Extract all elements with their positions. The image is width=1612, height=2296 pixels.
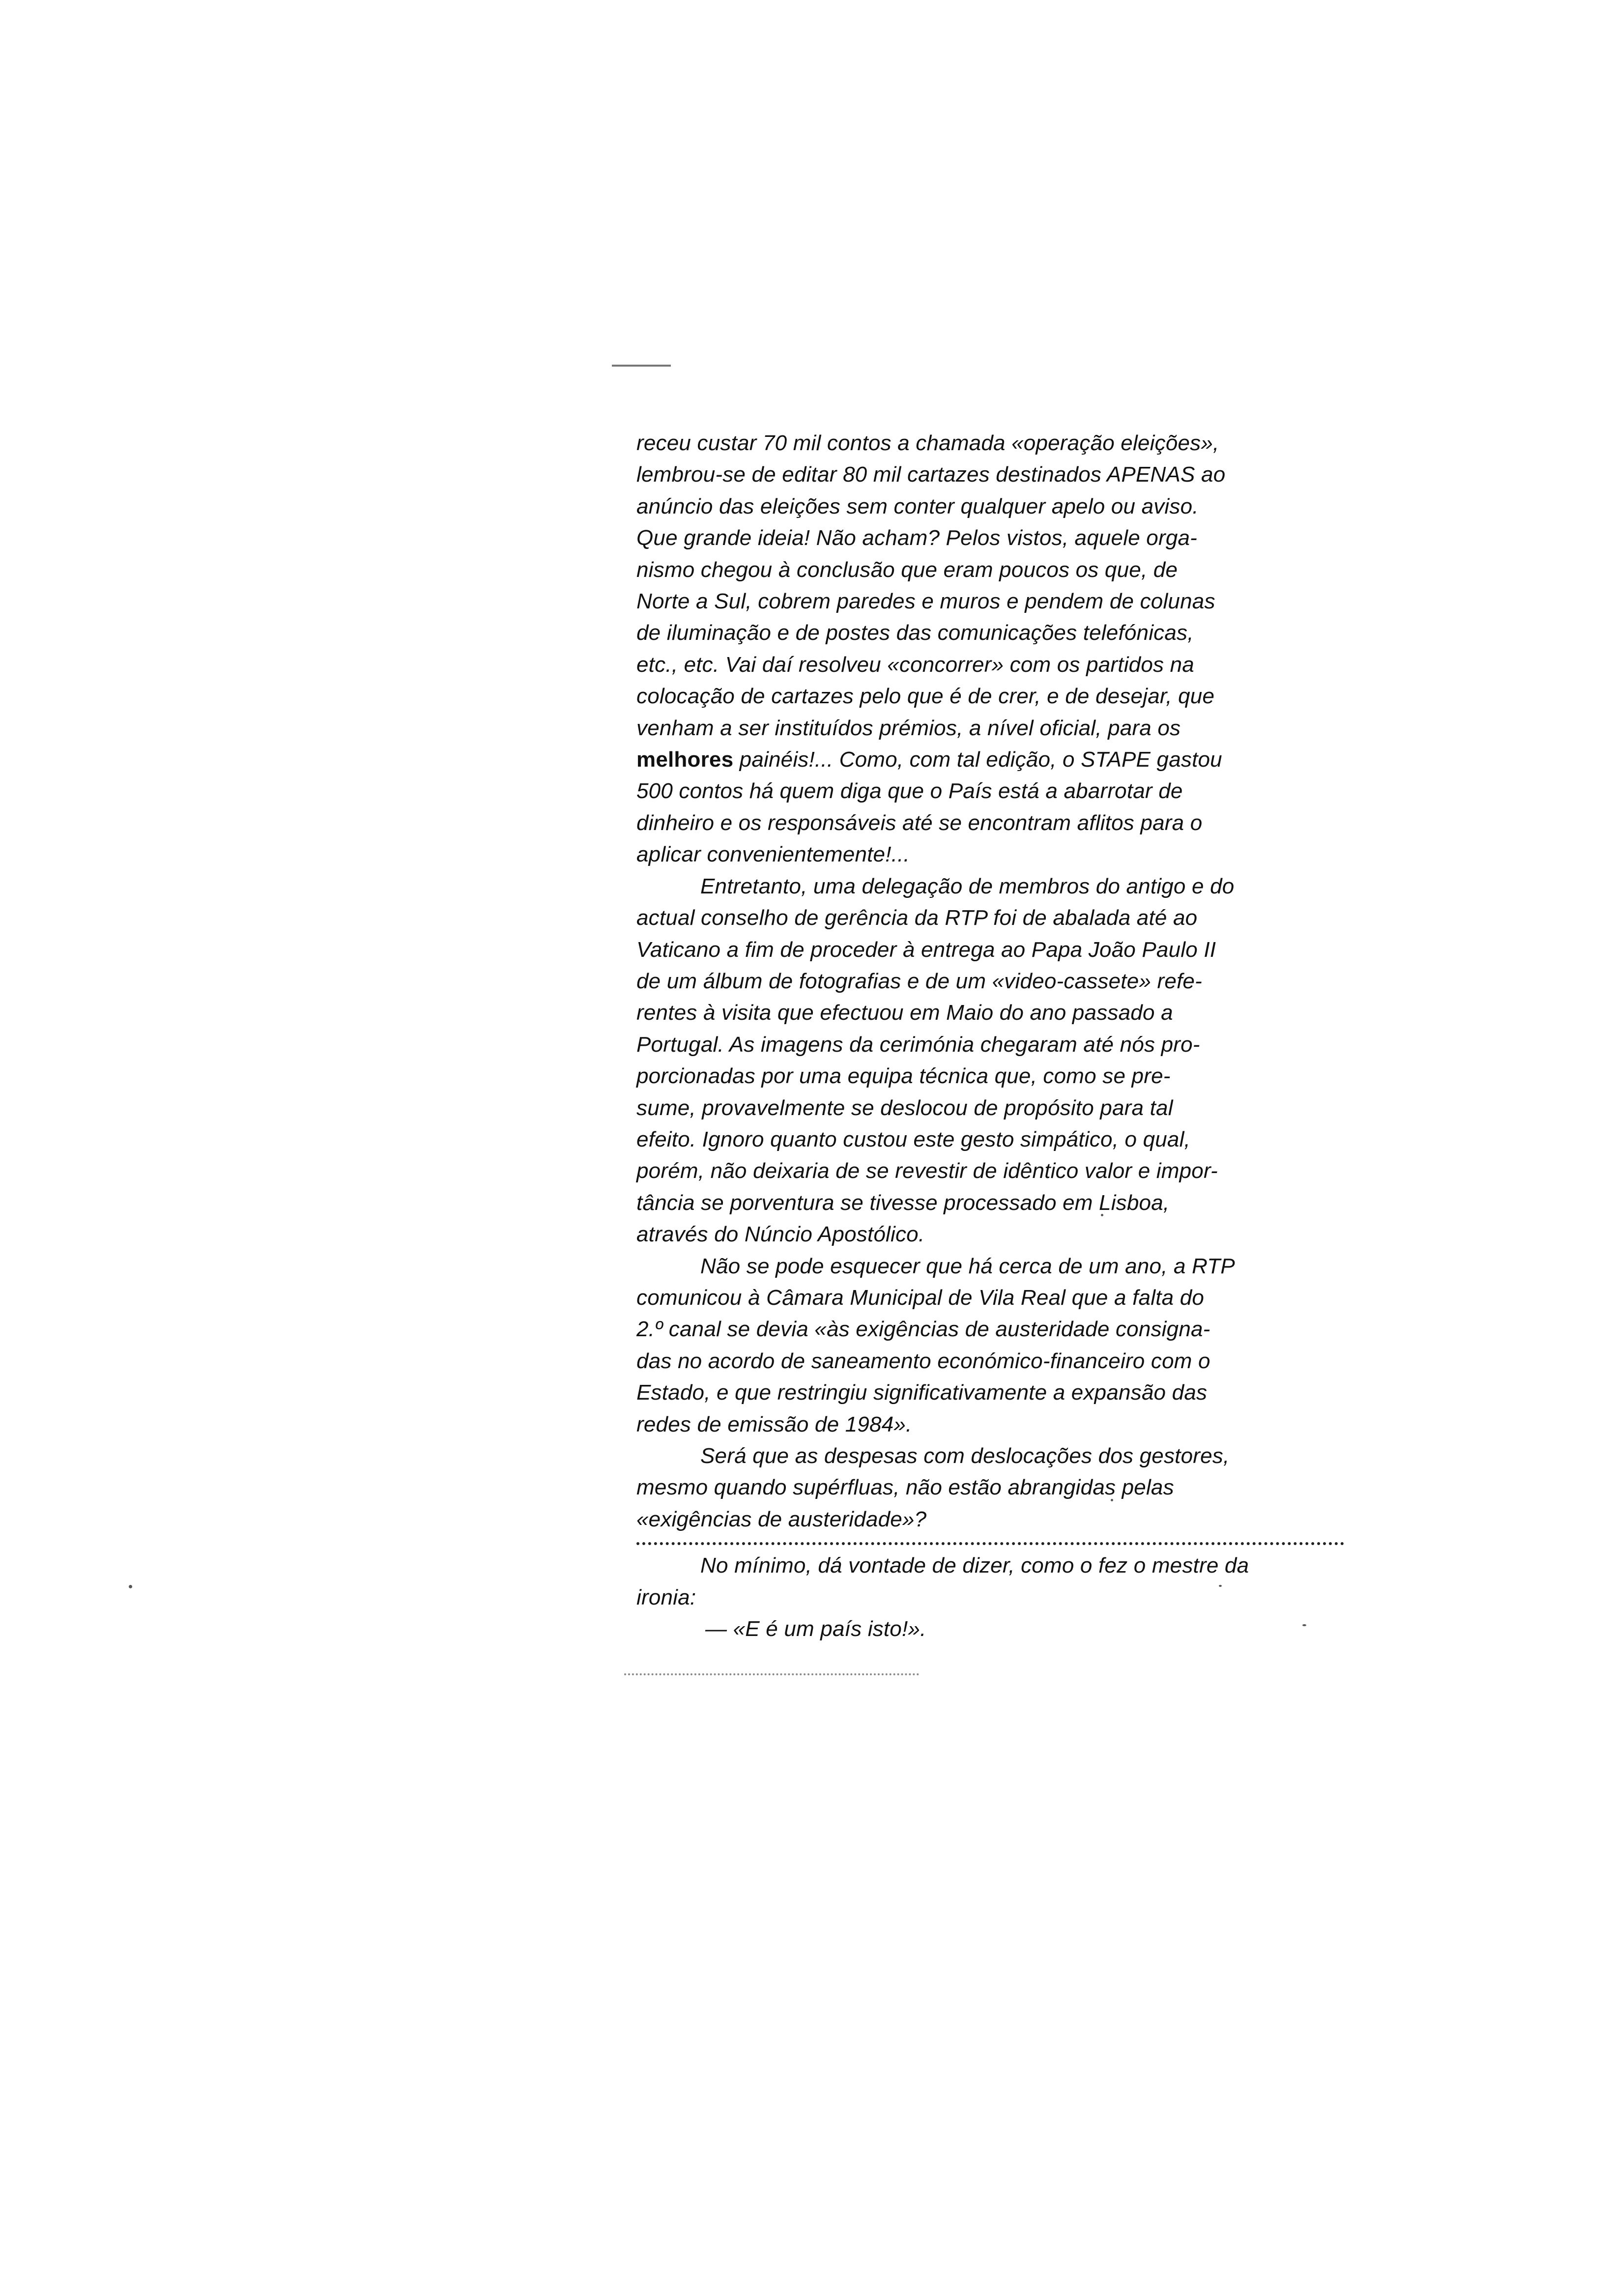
text-line: etc., etc. Vai daí resolveu «concorrer» com os partidos na bbox=[636, 652, 1194, 677]
text-line: Norte a Sul, cobrem paredes e muros e pendem de colunas bbox=[636, 589, 1215, 614]
text-line: actual conselho de gerência da RTP foi de abalada até ao bbox=[636, 906, 1198, 930]
text-line: de um álbum de fotografias e de um «video-cassete» refe- bbox=[636, 969, 1202, 993]
text-line: porcionadas por uma equipa técnica que, como se pre- bbox=[636, 1064, 1171, 1089]
scan-speck bbox=[129, 1585, 132, 1588]
text-line: No mínimo, dá vontade de dizer, como o fez o mestre da bbox=[700, 1553, 1249, 1578]
closing-quote: — «E é um país isto!». bbox=[705, 1617, 926, 1641]
scan-mark bbox=[612, 365, 671, 367]
text-line: nismo chegou à conclusão que eram poucos os que, de bbox=[636, 557, 1178, 582]
text-line: receu custar 70 mil contos a chamada «operação eleições», bbox=[636, 431, 1219, 455]
text-line: dinheiro e os responsáveis até se encontram aflitos para o bbox=[636, 810, 1203, 835]
bold-word: melhores bbox=[636, 747, 734, 772]
text-line: rentes à visita que efectuou em Maio do ano passado a bbox=[636, 1001, 1173, 1025]
text-line: «exigências de austeridade»? bbox=[636, 1507, 927, 1531]
text-line: Não se pode esquecer que há cerca de um ano, a RTP bbox=[700, 1254, 1235, 1278]
text-line: anúncio das eleições sem conter qualquer apelo ou aviso. bbox=[636, 494, 1199, 518]
text-line: redes de emissão de 1984». bbox=[636, 1412, 912, 1436]
text-line: tância se porventura se tivesse processado em Lisboa, bbox=[636, 1190, 1170, 1215]
paragraph-1 bbox=[636, 428, 1349, 871]
text-line: Será que as despesas com deslocações dos gestores, bbox=[700, 1444, 1230, 1468]
text-line: aplicar convenientemente!... bbox=[636, 842, 910, 867]
text-line-mixed bbox=[636, 744, 1349, 775]
text-line: Entretanto, uma delegação de membros do antigo e do bbox=[700, 874, 1235, 898]
text-line: comunicou à Câmara Municipal de Vila Real que a falta do bbox=[636, 1285, 1205, 1310]
text-line: Portugal. As imagens da cerimónia chegaram até nós pro- bbox=[636, 1032, 1200, 1057]
text-line: ironia: bbox=[636, 1585, 696, 1609]
text-line: efeito. Ignoro quanto custou este gesto simpático, o qual, bbox=[636, 1127, 1190, 1151]
text-line: porém, não deixaria de se revestir de idêntico valor e impor- bbox=[636, 1159, 1218, 1183]
text-line: Estado, e que restringiu significativamente a expansão das bbox=[636, 1380, 1208, 1405]
paragraph-3 bbox=[636, 1251, 1349, 1440]
text-fragment: painéis!... Como, com tal edição, o STAPE gastou bbox=[733, 747, 1222, 772]
text-line: 500 contos há quem diga que o País está a abarrotar de bbox=[636, 779, 1183, 804]
text-line: Que grande ideia! Não acham? Pelos vistos, aquele orga- bbox=[636, 526, 1198, 550]
text-line: através do Núncio Apostólico. bbox=[636, 1222, 925, 1247]
text-line: lembrou-se de editar 80 mil cartazes destinados APENAS ao bbox=[636, 462, 1226, 487]
closing-paragraph bbox=[636, 1550, 1349, 1645]
text-line: Vaticano a fim de proceder à entrega ao Papa João Paulo II bbox=[636, 937, 1216, 962]
scan-noise-line bbox=[624, 1673, 919, 1678]
text-line: venham a ser instituídos prémios, a nível oficial, para os bbox=[636, 716, 1181, 740]
text-line: mesmo quando supérfluas, não estão abrangidas pelas bbox=[636, 1475, 1174, 1500]
text-line: das no acordo de saneamento económico-financeiro com o bbox=[636, 1349, 1210, 1373]
text-line: colocação de cartazes pelo que é de crer, e de desejar, que bbox=[636, 684, 1215, 709]
paragraph-4 bbox=[636, 1440, 1349, 1535]
article-column bbox=[636, 428, 1349, 1645]
paragraph-2 bbox=[636, 871, 1349, 1251]
text-line: sume, provavelmente se deslocou de propósito para tal bbox=[636, 1095, 1173, 1120]
text-line: de iluminação e de postes das comunicações telefónicas, bbox=[636, 621, 1194, 645]
dotted-separator bbox=[636, 1542, 1344, 1545]
text-line: 2.º canal se devia «às exigências de austeridade consigna- bbox=[636, 1317, 1210, 1342]
